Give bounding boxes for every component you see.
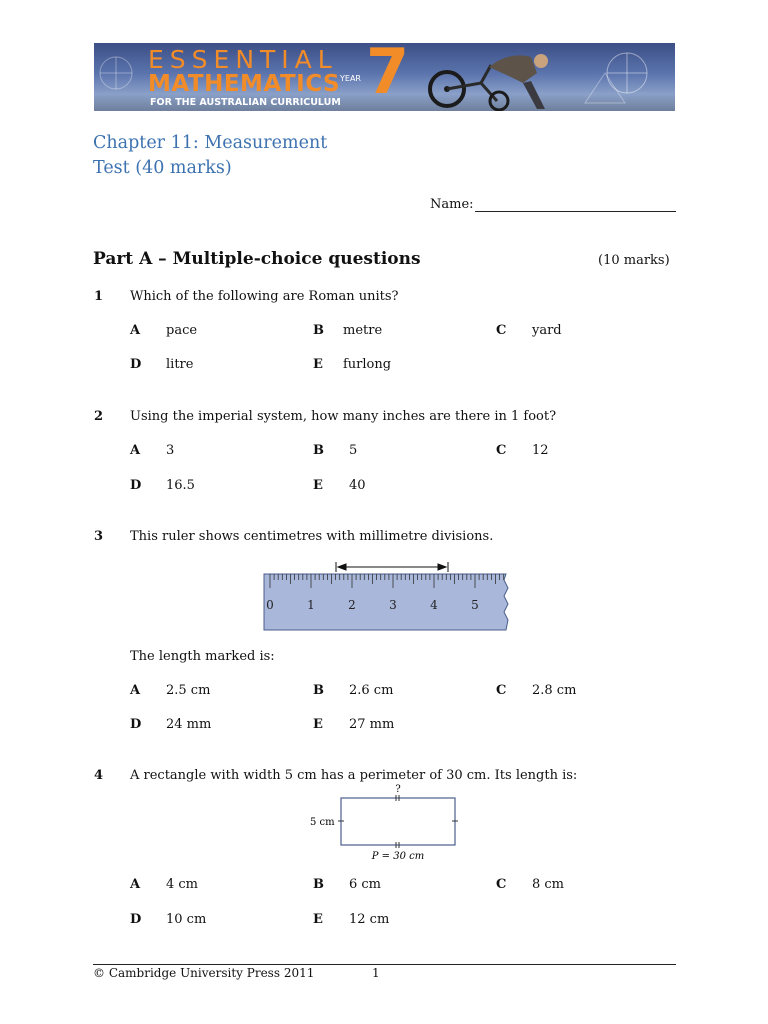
question-text: A rectangle with width 5 cm has a perimeter of 30 cm. Its length is: xyxy=(130,768,578,783)
option-letter: D xyxy=(130,478,142,493)
banner-year-number: 7 xyxy=(366,43,410,108)
option-text: 12 cm xyxy=(349,912,390,927)
option-text: 12 xyxy=(532,443,549,458)
option-letter: A xyxy=(130,877,141,892)
option-text: pace xyxy=(166,323,198,338)
option-text: 2.6 cm xyxy=(349,683,394,698)
option-letter: A xyxy=(130,323,141,338)
footer-copyright: © Cambridge University Press 2011 xyxy=(93,966,315,980)
option-text: metre xyxy=(343,323,383,338)
option-letter: D xyxy=(130,717,142,732)
banner-year-word: YEAR xyxy=(340,74,361,83)
ruler-diagram xyxy=(262,562,512,632)
option-text: litre xyxy=(166,357,194,372)
option-text: 16.5 xyxy=(166,478,195,493)
diagram-length-label: ? xyxy=(395,784,401,795)
option-text: 2.5 cm xyxy=(166,683,211,698)
option-text: 3 xyxy=(166,443,175,458)
option-letter: E xyxy=(313,912,323,927)
part-a-marks: (10 marks) xyxy=(598,253,670,268)
option-text: 27 mm xyxy=(349,717,395,732)
option-letter: C xyxy=(496,683,507,698)
ruler-label: 1 xyxy=(307,598,315,612)
option-text: 5 xyxy=(349,443,358,458)
option-letter: D xyxy=(130,357,142,372)
question-text: Which of the following are Roman units? xyxy=(130,289,399,304)
option-letter: C xyxy=(496,323,507,338)
question-number: 3 xyxy=(94,529,104,544)
name-input-line[interactable] xyxy=(475,211,676,212)
ruler-label: 0 xyxy=(266,598,274,612)
chapter-title: Chapter 11: Measurement xyxy=(93,133,328,153)
option-text: 8 cm xyxy=(532,877,565,892)
question-text: This ruler shows centimetres with millimetre divisions. xyxy=(130,529,494,544)
diagram-perimeter-label: P = 30 cm xyxy=(371,851,425,862)
option-text: 40 xyxy=(349,478,366,493)
option-letter: B xyxy=(313,877,324,892)
question-text: Using the imperial system, how many inches are there in 1 foot? xyxy=(130,409,557,424)
ruler-label: 4 xyxy=(430,598,438,612)
option-text: 10 cm xyxy=(166,912,207,927)
option-text: yard xyxy=(532,323,562,338)
question-followup: The length marked is: xyxy=(130,649,275,664)
option-letter: B xyxy=(313,443,324,458)
option-letter: C xyxy=(496,877,507,892)
option-letter: D xyxy=(130,912,142,927)
banner-title-line1: ESSENTIAL xyxy=(148,45,338,74)
page-number: 1 xyxy=(372,966,380,980)
question-number: 4 xyxy=(94,768,104,783)
option-letter: B xyxy=(313,683,324,698)
rectangle-diagram xyxy=(306,783,476,863)
test-title: Test (40 marks) xyxy=(93,158,232,178)
option-text: 2.8 cm xyxy=(532,683,577,698)
option-letter: A xyxy=(130,683,141,698)
ruler-label: 5 xyxy=(471,598,479,612)
ruler-label: 3 xyxy=(389,598,397,612)
bmx-rider-image xyxy=(419,43,569,111)
question-number: 1 xyxy=(94,289,104,304)
question-number: 2 xyxy=(94,409,104,424)
option-text: furlong xyxy=(343,357,392,372)
option-letter: E xyxy=(313,478,323,493)
option-text: 4 cm xyxy=(166,877,199,892)
option-letter: A xyxy=(130,443,141,458)
banner-sketch-left xyxy=(94,43,144,111)
option-letter: E xyxy=(313,357,323,372)
option-text: 6 cm xyxy=(349,877,382,892)
ruler-label: 2 xyxy=(348,598,356,612)
option-letter: E xyxy=(313,717,323,732)
option-text: 24 mm xyxy=(166,717,212,732)
option-letter: B xyxy=(313,323,324,338)
option-letter: C xyxy=(496,443,507,458)
footer-divider xyxy=(93,964,676,965)
part-a-title: Part A – Multiple-choice questions xyxy=(93,249,421,269)
banner-subtitle: FOR THE AUSTRALIAN CURRICULUM xyxy=(150,97,341,108)
measured-length-arrow xyxy=(336,562,448,572)
banner-title-line2: MATHEMATICS xyxy=(148,71,341,97)
book-banner xyxy=(94,43,675,111)
name-label: Name: xyxy=(430,197,474,212)
diagram-width-label: 5 cm xyxy=(310,817,335,828)
banner-sketch-right xyxy=(565,43,675,111)
